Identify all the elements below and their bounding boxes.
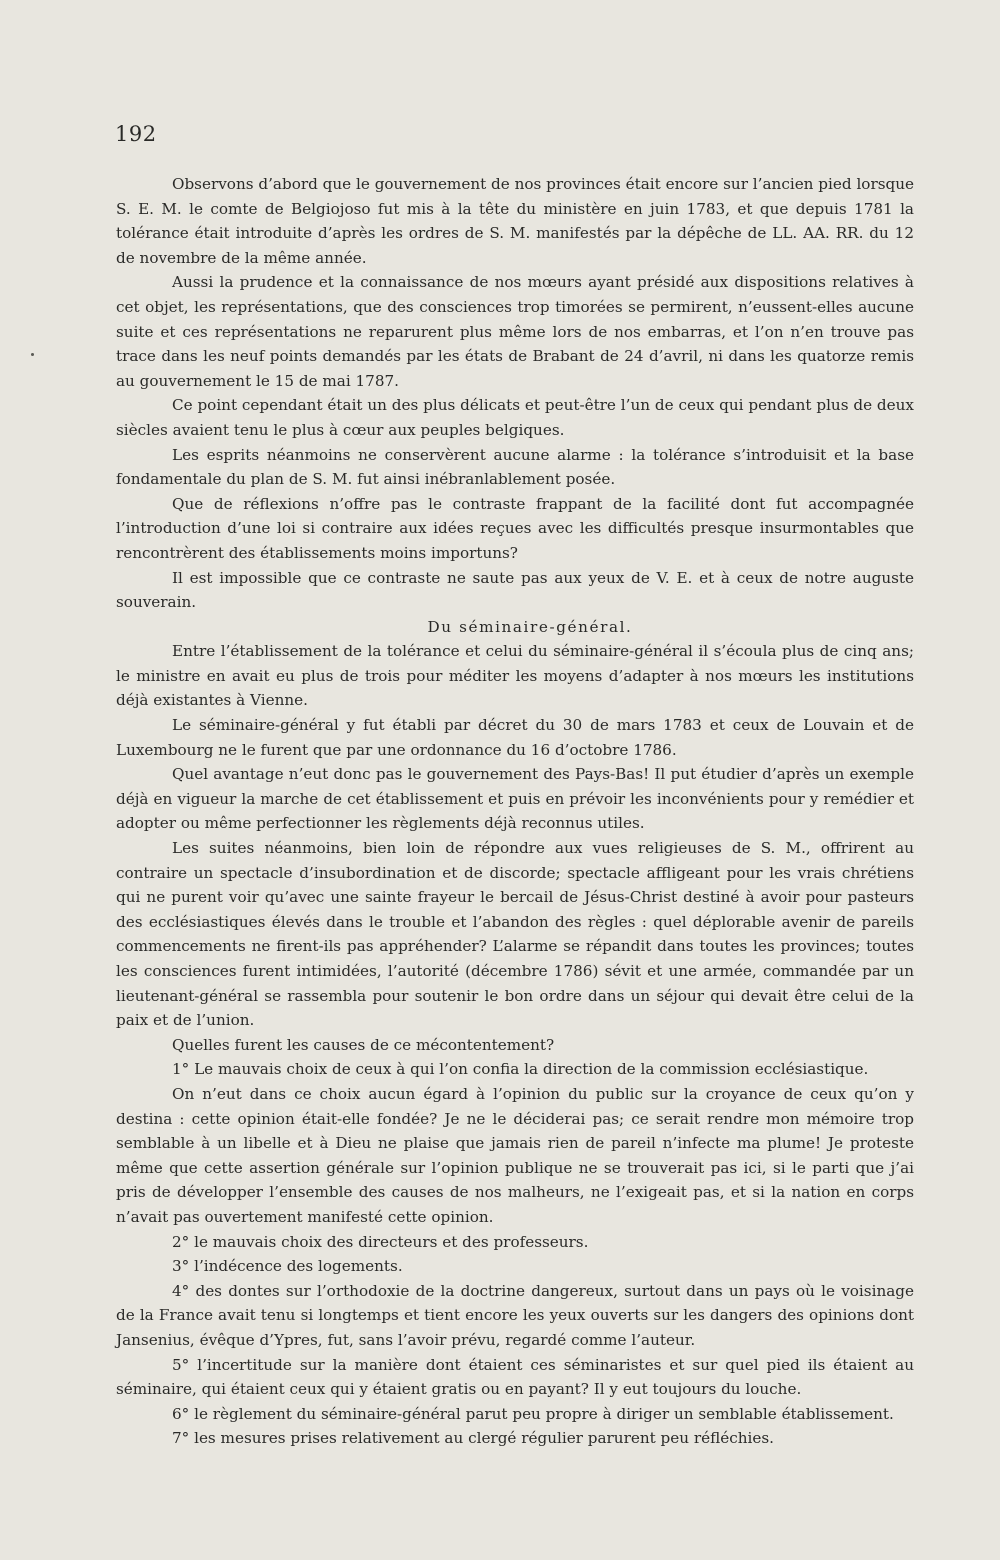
paragraph: Quelles furent les causes de ce mécontentement? bbox=[172, 1035, 555, 1054]
list-item: 4° des dontes sur l’orthodoxie de la doctrine dangereux, surtout dans un pays où le voisinage de la France avait tenu si longtemps et tient encore les yeux ouverts sur les dangers des opinions dont Jansenius, évêque d’Ypres, fut, sans l’avoir prévu, regardé comme l’auteur. bbox=[116, 1281, 914, 1349]
paragraph: Ce point cependant était un des plus délicats et peut-être l’un de ceux qui pendant plus de deux siècles avaient tenu le plus à cœur aux peuples belgiques. bbox=[116, 396, 914, 439]
paragraph: Entre l’établissement de la tolérance et celui du séminaire-général il s’écoula plus de cinq ans; le ministre en avait eu plus de trois pour méditer les moyens d’adapter à nos mœurs les institutions déjà existantes à Vienne. bbox=[116, 642, 914, 710]
paragraph: Il est impossible que ce contraste ne saute pas aux yeux de V. E. et à ceux de notre auguste souverain. bbox=[116, 568, 914, 612]
paragraph: Que de réflexions n’offre pas le contraste frappant de la facilité dont fut accompagnée l’introduction d’une loi si contraire aux idées reçues avec les difficultés presque insurmontables que rencontrèrent des établissements moins importuns? bbox=[116, 494, 914, 562]
page-number: 192 bbox=[115, 122, 157, 146]
paragraph: Les suites néanmoins, bien loin de répondre aux vues religieuses de S. M., offrirent au contraire un spectacle d’insubordination et de discorde; spectacle affligeant pour les vrais chrétiens qui ne purent voir qu’avec une sainte frayeur le bercail de Jésus-Christ destiné à avoir pour pasteurs des ecclésiastiques élevés dans le trouble et l’abandon des règles : quel déplorable avenir de pareils commencements ne firent-ils pas appréhender? L’alarme se répandit dans toutes les provinces; toutes les consciences furent intimidées, l’autorité (décembre 1786) sévit et une armée, commandée par un lieutenant-général se rassembla pour soutenir le bon ordre dans un séjour qui devait être celui de la paix et de l’union. bbox=[116, 839, 914, 1030]
body-text bbox=[116, 172, 914, 1451]
paragraph: Observons d’abord que le gouvernement de nos provinces était encore sur l’ancien pied lorsque S. E. M. le comte de Belgiojoso fut mis à la tête du ministère en juin 1783, et que depuis 1781 la tolérance était introduite d’après les ordres de S. M. manifestés par la dépêche de LL. AA. RR. du 12 de novembre de la même année. bbox=[116, 175, 914, 267]
paragraph: Les esprits néanmoins ne conservèrent aucune alarme : la tolérance s’introduisit et la base fondamentale du plan de S. M. fut ainsi inébranlablement posée. bbox=[116, 445, 914, 489]
paragraph: Le séminaire-général y fut établi par décret du 30 de mars 1783 et ceux de Louvain et de Luxembourg ne le furent que par une ordonnance du 16 d’octobre 1786. bbox=[116, 716, 914, 759]
list-item: 2° le mauvais choix des directeurs et des professeurs. bbox=[172, 1232, 589, 1251]
list-item: 3° l’indécence des logements. bbox=[172, 1257, 403, 1276]
list-item: 6° le règlement du séminaire-général parut peu propre à diriger un semblable établissement. bbox=[172, 1404, 894, 1423]
list-item: 7° les mesures prises relativement au clergé régulier parurent peu réfléchies. bbox=[172, 1429, 774, 1448]
list-item: 1° Le mauvais choix de ceux à qui l’on confia la direction de la commission ecclésiastique. bbox=[172, 1060, 869, 1079]
list-item: 5° l’incertitude sur la manière dont étaient ces séminaristes et sur quel pied ils étaient au séminaire, qui étaient ceux qui y étaient gratis ou en payant? Il y eut toujours du louche. bbox=[116, 1355, 914, 1399]
margin-spot bbox=[31, 353, 34, 356]
section-heading: Du séminaire-général. bbox=[427, 617, 633, 636]
paragraph: Aussi la prudence et la connaissance de nos mœurs ayant présidé aux dispositions relatives à cet objet, les représentations, que des consciences trop timorées se permirent, n’eussent-elles aucune suite et ces représentations ne reparurent plus même lors de nos embarras, et l’on n’en trouve pas trace dans les neuf points demandés par les états de Brabant de 24 d’avril, ni dans les quatorze remis au gouvernement le 15 de mai 1787. bbox=[116, 273, 914, 390]
paragraph: On n’eut dans ce choix aucun égard à l’opinion du public sur la croyance de ceux qu’on y destina : cette opinion était-elle fondée? Je ne le déciderai pas; ce serait rendre mon mémoire trop semblable à un libelle et à Dieu ne plaise que jamais rien de pareil n’infecte ma plume! Je proteste même que cette assertion générale sur l’opinion publique ne se trouverait pas ici, si le parti que j’ai pris de développer l’ensemble des causes de nos malheurs, ne l’exigeait pas, et si la nation en corps n’avait pas ouvertement manifesté cette opinion. bbox=[116, 1084, 914, 1226]
paragraph: Quel avantage n’eut donc pas le gouvernement des Pays-Bas! Il put étudier d’après un exemple déjà en vigueur la marche de cet établissement et puis en prévoir les inconvénients pour y remédier et adopter ou même perfectionner les règlements déjà reconnus utiles. bbox=[116, 765, 914, 833]
